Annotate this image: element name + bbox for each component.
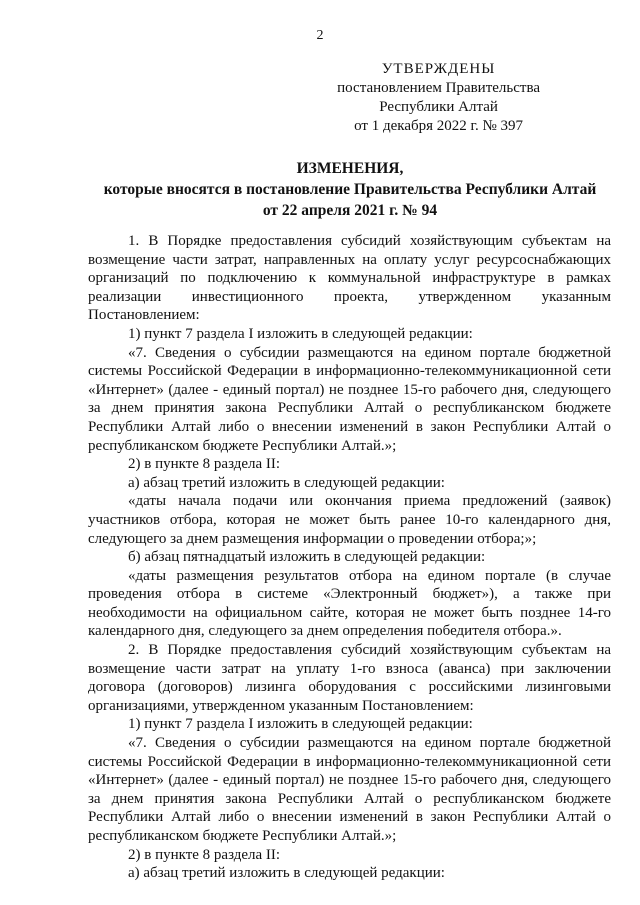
page-number: 2 bbox=[316, 28, 324, 43]
paragraph: а) абзац третий изложить в следующей редакции: bbox=[128, 865, 445, 882]
paragraph: 1) пункт 7 раздела I изложить в следующей редакции: bbox=[128, 325, 473, 342]
document-body bbox=[88, 232, 611, 883]
paragraph: 2) в пункте 8 раздела II: bbox=[128, 846, 281, 863]
title-line-2: которые вносятся в постановление Правительства Республики Алтай bbox=[103, 181, 597, 198]
paragraph: 2. В Порядке предоставления субсидий хозяйствующим субъектам на возмещение части затрат на уплату 1-го взноса (аванса) при заключении договора (договоров) лизинга оборудования с российскими лизинговыми организациями, утвержденном указанным Постановлением: bbox=[88, 642, 611, 714]
paragraph: «даты размещения результатов отбора на едином портале (в случае проведения отбора в системе «Электронный бюджет»), а также при необходимости на официальном сайте, которая не может быть позднее 14-го календарного дня, следующего за днем определения победителя отбора.». bbox=[88, 567, 611, 640]
paragraph: 2) в пункте 8 раздела II: bbox=[128, 456, 281, 473]
paragraph: 1. В Порядке предоставления субсидий хозяйствующим субъектам на возмещение части затрат, направленных на оплату услуг ресурсоснабжающих организаций по подключению к коммунальной инфраструктуре в рамках реализации инвестиционного проекта, утвержденном указанным Постановлением: bbox=[88, 233, 611, 324]
title-line-1: ИЗМЕНЕНИЯ, bbox=[296, 160, 404, 177]
approval-line-1: постановлением Правительства bbox=[337, 80, 540, 96]
approval-line-2: Республики Алтай bbox=[379, 99, 498, 115]
approval-stamp bbox=[337, 60, 540, 136]
title-line-3: от 22 апреля 2021 г. № 94 bbox=[262, 202, 438, 219]
paragraph: «7. Сведения о субсидии размещаются на едином портале бюджетной системы Российской Федерации в информационно-телекоммуникационной сети «Интернет» (далее - единый портал) не позднее 15-го рабочего дня, следующего за днем принятия закона Республики Алтай о республиканском бюджете Республики Алтай либо о внесении изменений в закон Республики Алтай о республиканском бюджете Республики Алтай.»; bbox=[88, 735, 611, 844]
paragraph: а) абзац третий изложить в следующей редакции: bbox=[128, 474, 445, 491]
paragraph: «7. Сведения о субсидии размещаются на едином портале бюджетной системы Российской Федерации в информационно-телекоммуникационной сети «Интернет» (далее - единый портал) не позднее 15-го рабочего дня, следующего за днем принятия закона Республики Алтай о республиканском бюджете Республики Алтай либо о внесении изменений в закон Республики Алтай о республиканском бюджете Республики Алтай.»; bbox=[88, 344, 611, 454]
document-title bbox=[80, 158, 620, 221]
approval-line-3: от 1 декабря 2022 г. № 397 bbox=[354, 118, 524, 134]
paragraph: 1) пункт 7 раздела I изложить в следующей редакции: bbox=[128, 716, 473, 733]
paragraph: «даты начала подачи или окончания приема предложений (заявок) участников отбора, которая не может быть ранее 10-го календарного дня, следующего за днем размещения информации о проведении отбора;»; bbox=[88, 493, 611, 547]
paragraph: б) абзац пятнадцатый изложить в следующей редакции: bbox=[128, 549, 486, 566]
approval-label: УТВЕРЖДЕНЫ bbox=[381, 61, 496, 77]
